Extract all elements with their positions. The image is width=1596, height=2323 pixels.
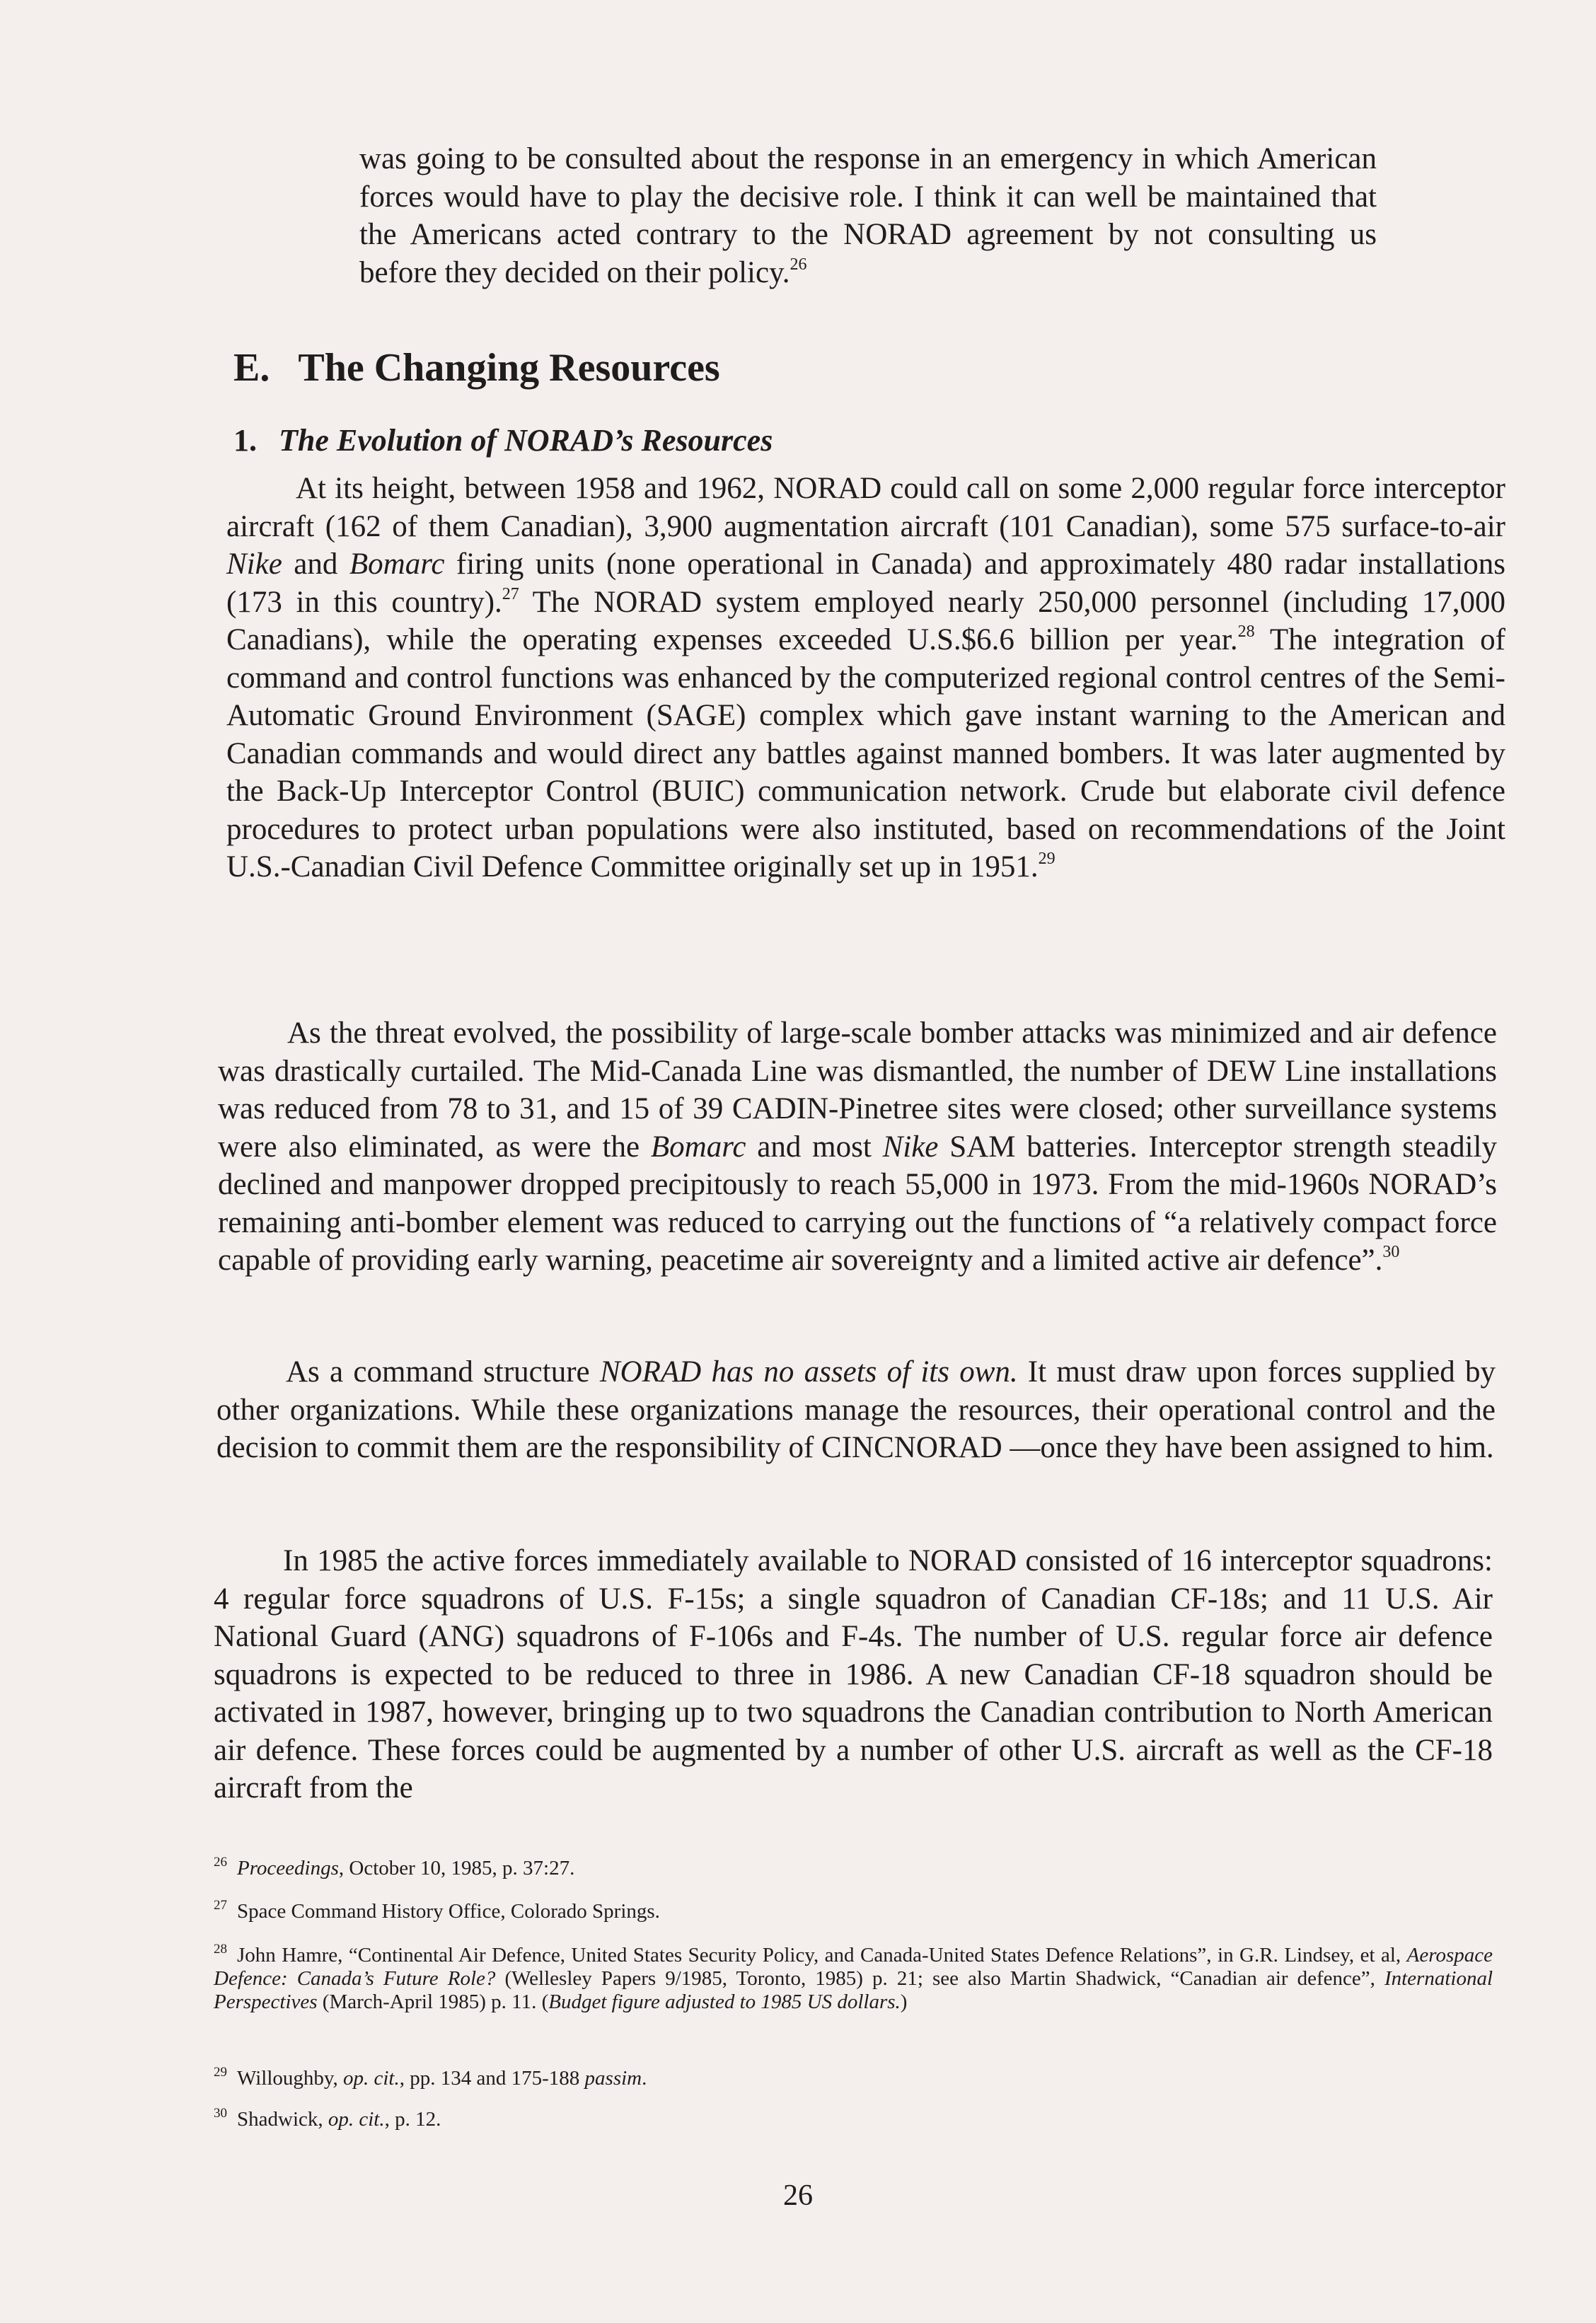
footnote-italic: Proceedings (237, 1857, 339, 1879)
p4-text: In 1985 the active forces immediately available to NORAD consisted of 16 interceptor squadrons: 4 regular force squadrons of U.S. F-15s; a single squadron of Canadian CF-18s; and 11 U.S. Air National Guard (ANG) squadrons of F-106s and F-4s. The number of U.S. regular force air defence squadrons is expected to be reduced to three in 1986. A new Canadian CF-18 squadron should be activated in 1987, however, bringing up to two squadrons the Canadian contribution to North American air defence. These forces could be augmented by a number of other U.S. aircraft as well as the CF-18 aircraft from the (214, 1544, 1493, 1804)
footnote-italic: passim (584, 2067, 642, 2090)
p1-text-d: The integration of command and control functions was enhanced by the computerized regional control centres of the Semi-Automatic Ground Environment (SAGE) complex which gave instant warning to the American and Canadian commands and would direct any battles against manned bombers. It was later augmented by the Back-Up Interceptor Control (BUIC) communication network. Crude but elaborate civil defence procedures to protect urban populations were also instituted, based on recommendations of the Joint U.S.-Canadian Civil Defence Committee originally set up in 1951. (226, 623, 1505, 884)
footnote-mark: 26 (214, 1855, 227, 1870)
footnote-mark: 29 (214, 2065, 227, 2080)
footnote-28 (214, 1944, 1493, 2014)
p1-text-a: At its height, between 1958 and 1962, NORAD could call on some 2,000 regular force interceptor aircraft (162 of them Canadian), 3,900 augmentation aircraft (101 Canadian), some 575 surface-to-air (226, 472, 1505, 543)
p1-text-b: firing units (none operational in Canada) and approximately 480 radar installations (173 in this country). (226, 548, 1505, 619)
section-heading (233, 345, 720, 390)
footnote-text: Shadwick, (237, 2108, 328, 2131)
footnote-ref-30: 30 (1382, 1243, 1400, 1261)
p3-text-b: It must draw upon forces supplied by other organizations. While these organizations manage the resources, their operational control and the decision to commit them are the responsibility of CINCNORAD —once they have been assigned to him. (216, 1355, 1496, 1464)
footnote-text: Willoughby, (237, 2067, 343, 2090)
p2-text-b: SAM batteries. Interceptor strength steadily declined and manpower dropped precipitously to reach 55,000 in 1973. From the mid-1960s NORAD’s remaining anti-bomber element was reduced to carrying out the functions of “a relatively compact force capable of providing early warning, peacetime air sovereignty and a limited active air defence”. (218, 1130, 1497, 1277)
footnote-italic: International Perspectives (214, 1967, 1493, 2013)
footnote-27 (214, 1900, 1493, 1923)
footnote-29 (214, 2067, 1493, 2090)
section-title: The Changing Resources (298, 346, 720, 390)
p1-text-c: The NORAD system employed nearly 250,000 personnel (including 17,000 Canadians), while the operating expenses exceeded U.S.$6.6 billion per year. (226, 585, 1505, 656)
p2-text-a: As the threat evolved, the possibility of large-scale bomber attacks was minimized and air defence was drastically curtailed. The Mid-Canada Line was dismantled, the number of DEW Line installations was reduced from 78 to 31, and 15 of 39 CADIN-Pinetree sites were closed; other surveillance systems were also eliminated, as were the (218, 1016, 1497, 1164)
footnote-italic: Budget figure adjusted to 1985 US dollars. (548, 1991, 901, 2013)
paragraph-4 (214, 1542, 1493, 1807)
p2-bomarc: Bomarc (650, 1130, 746, 1164)
footnote-mark: 30 (214, 2106, 227, 2121)
footnote-ref-28: 28 (1237, 622, 1255, 641)
paragraph-3 (216, 1353, 1496, 1467)
quote-text: was going to be consulted about the response in an emergency in which American forces would have to play the decisive role. I think it can well be maintained that the Americans acted contrary to the NORAD agreement by not consulting us before they decided on their policy. (359, 142, 1377, 289)
footnote-italic: Aerospace Defence: Canada’s Future Role? (214, 1944, 1493, 1990)
footnote-text: John Hamre, “Continental Air Defence, United States Security Policy, and Canada-United States Defence Relations”, in G.R. Lindsey, et al, (237, 1944, 1407, 1966)
footnote-30 (214, 2108, 1493, 2131)
paragraph-2 (218, 1014, 1497, 1280)
footnote-text: , October 10, 1985, p. 37:27. (338, 1857, 575, 1879)
subsection-title: The Evolution of NORAD’s Resources (279, 423, 773, 458)
footnote-text: , p. 12. (384, 2108, 441, 2131)
p2-and: and most (746, 1130, 883, 1164)
section-letter: E. (233, 346, 270, 390)
footnote-text: . (642, 2067, 647, 2090)
p1-and: and (282, 548, 349, 581)
footnote-mark: 27 (214, 1898, 227, 1913)
footnote-italic: op. cit. (343, 2067, 400, 2090)
p3-emphasis: NORAD has no assets of its own. (599, 1355, 1018, 1389)
quote-paragraph (359, 140, 1377, 291)
paragraph-1 (226, 470, 1505, 886)
p1-bomarc: Bomarc (349, 548, 445, 581)
page-number: 26 (783, 2179, 813, 2212)
footnote-text: ) (900, 1991, 908, 2013)
subsection-number: 1. (233, 423, 257, 458)
footnote-text: Space Command History Office, Colorado Springs. (237, 1900, 660, 1923)
footnote-text: (Wellesley Papers 9/1985, Toronto, 1985) p. 21; see also Martin Shadwick, “Canadian air defence”, (495, 1967, 1384, 1990)
footnote-ref-27: 27 (502, 584, 519, 603)
p3-text-a: As a command structure (286, 1355, 600, 1389)
footnote-text: , pp. 134 and 175-188 (399, 2067, 585, 2090)
footnote-mark: 28 (214, 1942, 227, 1957)
footnote-text: (March-April 1985) p. 11. ( (317, 1991, 549, 2013)
p2-nike: Nike (882, 1130, 939, 1164)
footnote-italic: op. cit. (328, 2108, 385, 2131)
subsection-heading (233, 422, 773, 459)
footnote-ref-26: 26 (790, 255, 807, 274)
footnote-ref-29: 29 (1038, 850, 1056, 868)
p1-nike: Nike (226, 548, 282, 581)
footnote-26 (214, 1857, 1493, 1880)
